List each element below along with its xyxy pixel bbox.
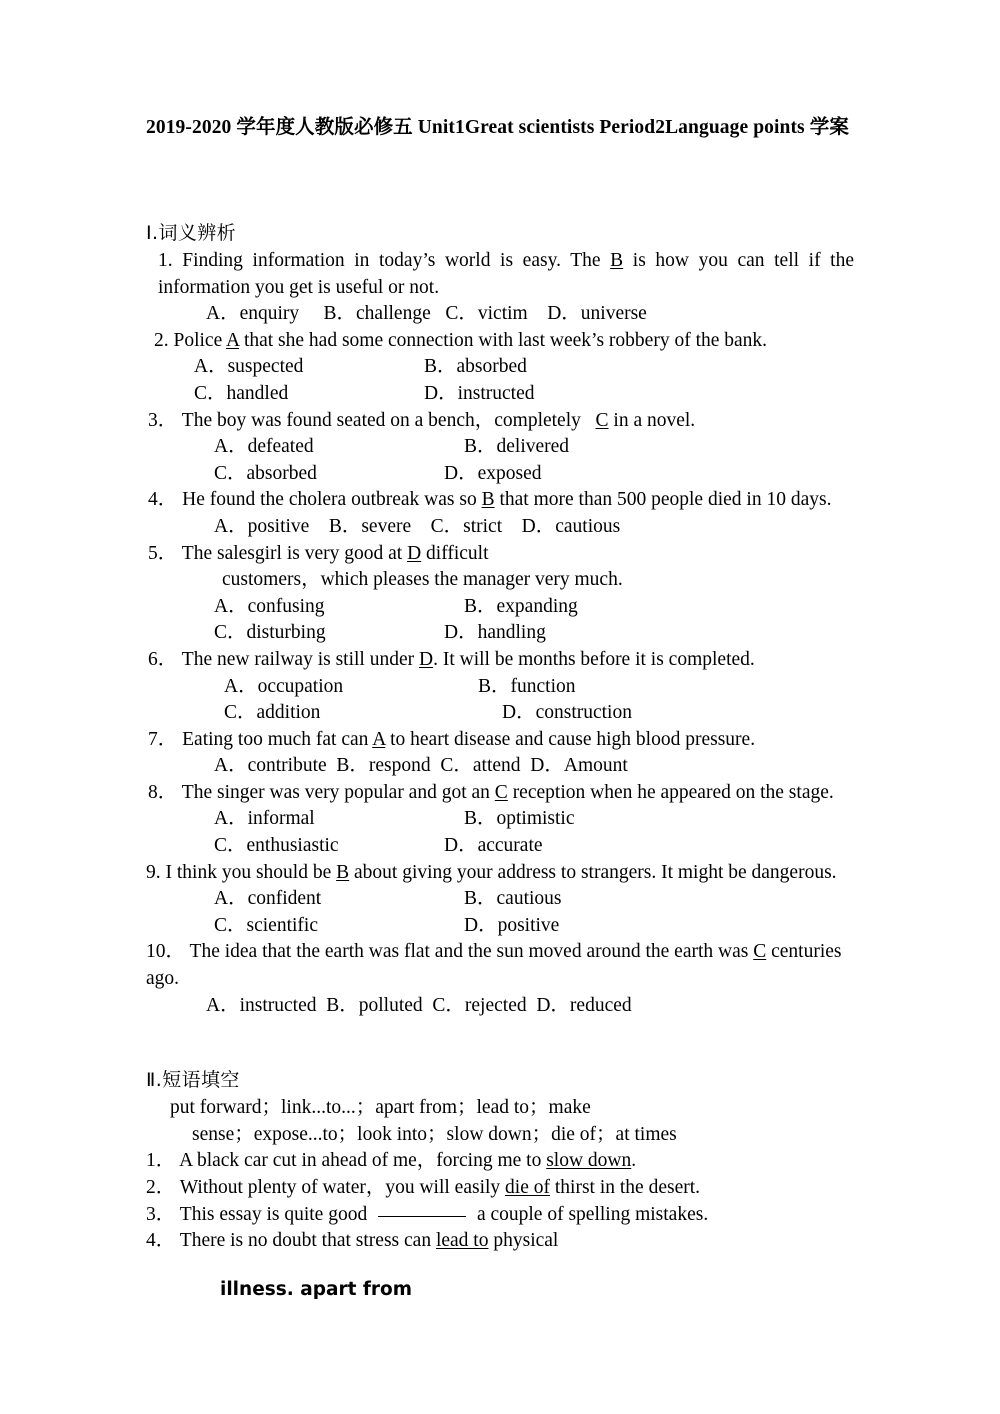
- question-2-answer: A: [226, 329, 240, 351]
- question-6-option-c: C．addition: [224, 702, 321, 724]
- question-9-stem-after: about giving your address to strangers. It might be dangerous.: [349, 861, 837, 883]
- question-4-stem-after: that more than 500 people died in 10 days.: [494, 489, 832, 511]
- question-6-number: 6．: [148, 648, 178, 670]
- question-8-answer: C: [494, 781, 508, 803]
- question-8-stem-after: reception when he appeared on the stage.: [507, 781, 834, 803]
- question-3-option-c: C．absorbed: [214, 462, 317, 484]
- question-4-number: 4．: [148, 489, 178, 511]
- fill-item-4-answer: lead to: [435, 1230, 489, 1252]
- question-7: [146, 727, 854, 754]
- question-3-stem-before: The boy was found seated on a bench，completely: [181, 409, 596, 431]
- fill-item-1: [146, 1148, 854, 1175]
- fill-item-4: [146, 1228, 854, 1255]
- question-5-options-row2: [146, 620, 854, 647]
- word-bank-line-2: sense；expose...to；look into；slow down；die of；at times: [192, 1123, 677, 1145]
- question-2-number: 2.: [154, 329, 169, 351]
- question-2-stem-after: that she had some connection with last week’s robbery of the bank.: [239, 329, 768, 351]
- fill-item-1-after: .: [631, 1150, 637, 1172]
- question-10-answer: C: [753, 941, 767, 963]
- question-10-options: A．instructed B．polluted C．rejected D．reduced: [206, 994, 632, 1016]
- question-10-stem-before: The idea that the earth was flat and the sun moved around the earth was: [189, 941, 754, 963]
- fill-item-3-after: a couple of spelling mistakes.: [472, 1203, 709, 1225]
- question-3: [146, 408, 854, 435]
- question-3-stem-after: in a novel.: [608, 409, 696, 431]
- question-6-answer: D: [419, 648, 434, 670]
- question-9-options-row1: [146, 886, 854, 913]
- question-3-option-a: A．defeated: [214, 436, 314, 458]
- question-6-options-row2: [146, 700, 854, 727]
- question-1-answer: B: [610, 250, 624, 271]
- question-10-number: 10．: [146, 941, 186, 963]
- question-4-options: A．positive B．severe C．strict D．cautious: [214, 515, 621, 537]
- page-title: 2019-2020 学年度人教版必修五 Unit1Great scientists Period2Language points 学案: [146, 117, 849, 138]
- question-3-options-row1: [146, 434, 854, 461]
- question-10: [146, 939, 854, 992]
- fill-item-4-number: 4．: [146, 1230, 176, 1252]
- section-one-heading: Ⅰ.词义辨析: [146, 222, 237, 244]
- section-one: [146, 218, 854, 1019]
- question-6: [146, 647, 854, 674]
- question-4: [146, 487, 854, 514]
- fill-item-2-before: Without plenty of water，you will easily: [179, 1177, 506, 1198]
- fill-item-2-number: 2．: [146, 1177, 176, 1198]
- word-bank-line-1: put forward；link...to...；apart from；lead to；make: [170, 1097, 591, 1119]
- fill-item-2: [146, 1175, 854, 1202]
- question-1-number: 1.: [158, 250, 173, 271]
- document-content: [146, 113, 854, 1303]
- question-9-options-row2: [146, 913, 854, 940]
- fill-item-1-number: 1．: [146, 1150, 176, 1172]
- fill-item-1-answer: slow down: [546, 1150, 632, 1172]
- question-9-option-c: C．scientific: [214, 914, 318, 936]
- question-5-options-row1: [146, 594, 854, 621]
- fill-item-3: [146, 1202, 854, 1229]
- question-2-option-a: A．suspected: [194, 356, 304, 378]
- fill-item-3-before: This essay is quite good: [179, 1203, 373, 1225]
- question-6-stem-after: . It will be months before it is completed.: [433, 648, 755, 670]
- question-4-stem-before: He found the cholera outbreak was so: [182, 489, 482, 511]
- question-8-stem-before: The singer was very popular and got an: [181, 781, 495, 803]
- question-5-option-a: A．confusing: [214, 595, 325, 617]
- question-2-option-d: D．instructed: [424, 382, 535, 404]
- question-8-option-d: D．accurate: [444, 835, 543, 857]
- question-2: [146, 328, 854, 355]
- question-5: [146, 541, 854, 568]
- question-1-stem-after: is how you can tell if the information you get is useful or not.: [158, 250, 855, 298]
- question-6-options-row1: [146, 674, 854, 701]
- question-6-option-a: A．occupation: [224, 675, 344, 697]
- question-5-option-c: C．disturbing: [214, 622, 326, 644]
- question-5-stem-before: The salesgirl is very good at: [181, 542, 408, 564]
- question-9-option-d: D．positive: [464, 914, 560, 936]
- section-two: [146, 1065, 854, 1303]
- question-8-option-c: C．enthusiastic: [214, 835, 339, 857]
- question-5-option-d: D．handling: [444, 622, 546, 644]
- question-2-option-b: B．absorbed: [424, 356, 527, 378]
- fill-item-2-after: thirst in the desert.: [550, 1177, 701, 1198]
- question-9-option-b: B．cautious: [464, 888, 562, 910]
- fill-item-1-before: A black car cut in ahead of me，forcing me to: [179, 1150, 547, 1172]
- question-7-stem-after: to heart disease and cause high blood pressure.: [385, 728, 756, 750]
- question-8: [146, 780, 854, 807]
- question-1: [146, 248, 854, 301]
- question-3-number: 3．: [148, 409, 178, 431]
- question-2-option-c: C．handled: [194, 382, 289, 404]
- question-2-stem-before: Police: [173, 329, 227, 351]
- section-two-heading: Ⅱ.短语填空: [146, 1069, 240, 1092]
- question-4-answer: B: [481, 489, 495, 511]
- question-8-option-b: B．optimistic: [464, 808, 575, 830]
- question-7-answer: A: [372, 728, 386, 750]
- question-8-option-a: A．informal: [214, 808, 315, 830]
- fill-item-4-after: physical: [488, 1230, 559, 1252]
- question-6-stem-before: The new railway is still under: [181, 648, 419, 670]
- question-6-option-b: B．function: [478, 675, 576, 697]
- question-3-options-row2: [146, 461, 854, 488]
- question-5-continuation: customers，which pleases the manager very much.: [222, 569, 623, 591]
- question-9-stem-before: I think you should be: [165, 861, 337, 883]
- question-6-option-d: D．construction: [502, 702, 632, 724]
- question-2-options-row2: [146, 381, 854, 408]
- question-7-options: A．contribute B．respond C．attend D．Amount: [214, 755, 628, 777]
- question-5-answer: D: [407, 542, 422, 564]
- question-1-options: A．enquiry B．challenge C．victim D．universe: [206, 303, 647, 325]
- question-9-number: 9.: [146, 861, 161, 883]
- question-5-number: 5．: [148, 542, 178, 564]
- question-10-stem-after: centuries ago.: [146, 941, 847, 990]
- question-3-option-d: D．exposed: [444, 462, 542, 484]
- question-8-number: 8．: [148, 781, 178, 803]
- fill-item-3-number: 3．: [146, 1203, 176, 1225]
- question-5-stem-after: difficult: [421, 542, 489, 564]
- question-8-options-row1: [146, 806, 854, 833]
- question-9-option-a: A．confident: [214, 888, 322, 910]
- trailing-fragment: illness. apart from: [220, 1278, 413, 1300]
- question-7-stem-before: Eating too much fat can: [182, 728, 373, 750]
- question-7-number: 7．: [148, 728, 178, 750]
- question-1-stem-before: Finding information in today’s world is easy. The: [182, 250, 611, 271]
- fill-item-4-before: There is no doubt that stress can: [179, 1230, 436, 1252]
- fill-item-3-blank[interactable]: [378, 1216, 466, 1217]
- fill-item-2-answer: die of: [505, 1177, 550, 1198]
- question-8-options-row2: [146, 833, 854, 860]
- question-2-options-row1: [146, 354, 854, 381]
- question-5-option-b: B．expanding: [464, 595, 578, 617]
- question-9: [146, 860, 854, 887]
- question-9-answer: B: [336, 861, 350, 883]
- question-3-option-b: B．delivered: [464, 436, 570, 458]
- question-3-answer: C: [595, 409, 609, 431]
